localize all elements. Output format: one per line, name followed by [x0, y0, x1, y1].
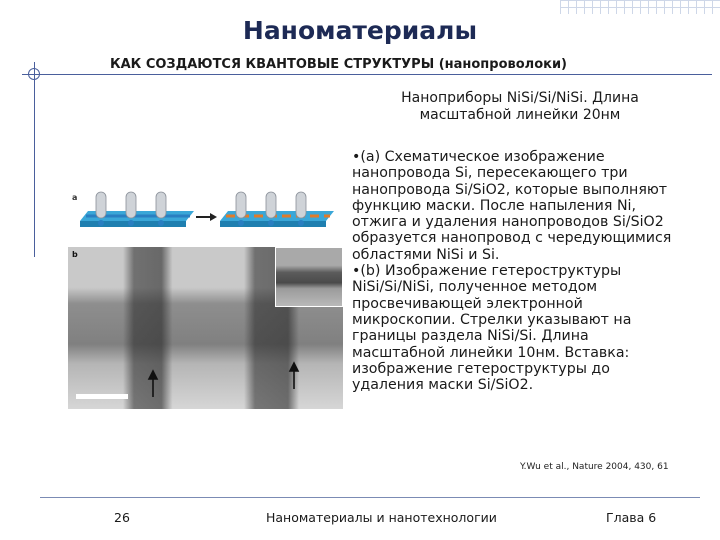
description-paragraph-a: •(a) Схематическое изображение нанопровода Si, пересекающего три нанопровода Si/SiO2, которые выполняют функцию маски. После напыления Ni, отжига и удаления нанопроводов Si/SiO2 образуется нанопровод с чередующимися областями NiSi и Si.	[352, 149, 672, 263]
citation: Y.Wu et al., Nature 2004, 430, 61	[520, 462, 669, 472]
figure-label-b: b	[72, 250, 78, 259]
footer-rule	[40, 497, 700, 498]
description-text	[352, 149, 672, 393]
caption-line-2: масштабной линейки 20нм	[419, 107, 621, 123]
vertical-rule	[34, 62, 35, 257]
page-subtitle: КАК СОЗДАЮТСЯ КВАНТОВЫЕ СТРУКТУРЫ (нанопроволоки)	[110, 57, 567, 72]
footer-chapter: Глава 6	[606, 510, 657, 525]
figure-caption	[370, 90, 670, 124]
decorative-grid	[560, 0, 720, 14]
horizontal-rule	[22, 74, 712, 75]
corner-circle-icon	[28, 68, 40, 80]
nanowire-figure	[68, 187, 343, 409]
schematic-image	[68, 187, 343, 245]
process-arrow	[196, 213, 217, 221]
interface-arrows	[68, 247, 343, 409]
caption-line-1: Наноприборы NiSi/Si/NiSi. Длина	[401, 90, 639, 106]
arrow-left-head	[149, 371, 157, 379]
tem-image	[68, 247, 343, 409]
scale-bar	[76, 394, 128, 399]
footer-course-title: Наноматериалы и нанотехнологии	[266, 510, 497, 525]
footer-page-number: 26	[114, 510, 130, 525]
description-paragraph-b: •(b) Изображение гетероструктуры NiSi/Si/NiSi, полученное методом просвечивающей электронной микроскопии. Стрелки указывают на границы раздела NiSi/Si. Длина масштабной линейки 10нм. Вставка: изображение гетероструктуры до удаления маски Si/SiO2.	[352, 263, 632, 394]
figure-label-a: a	[72, 193, 78, 202]
arrow-right-head	[290, 363, 298, 371]
page-title: Наноматериалы	[242, 16, 478, 45]
